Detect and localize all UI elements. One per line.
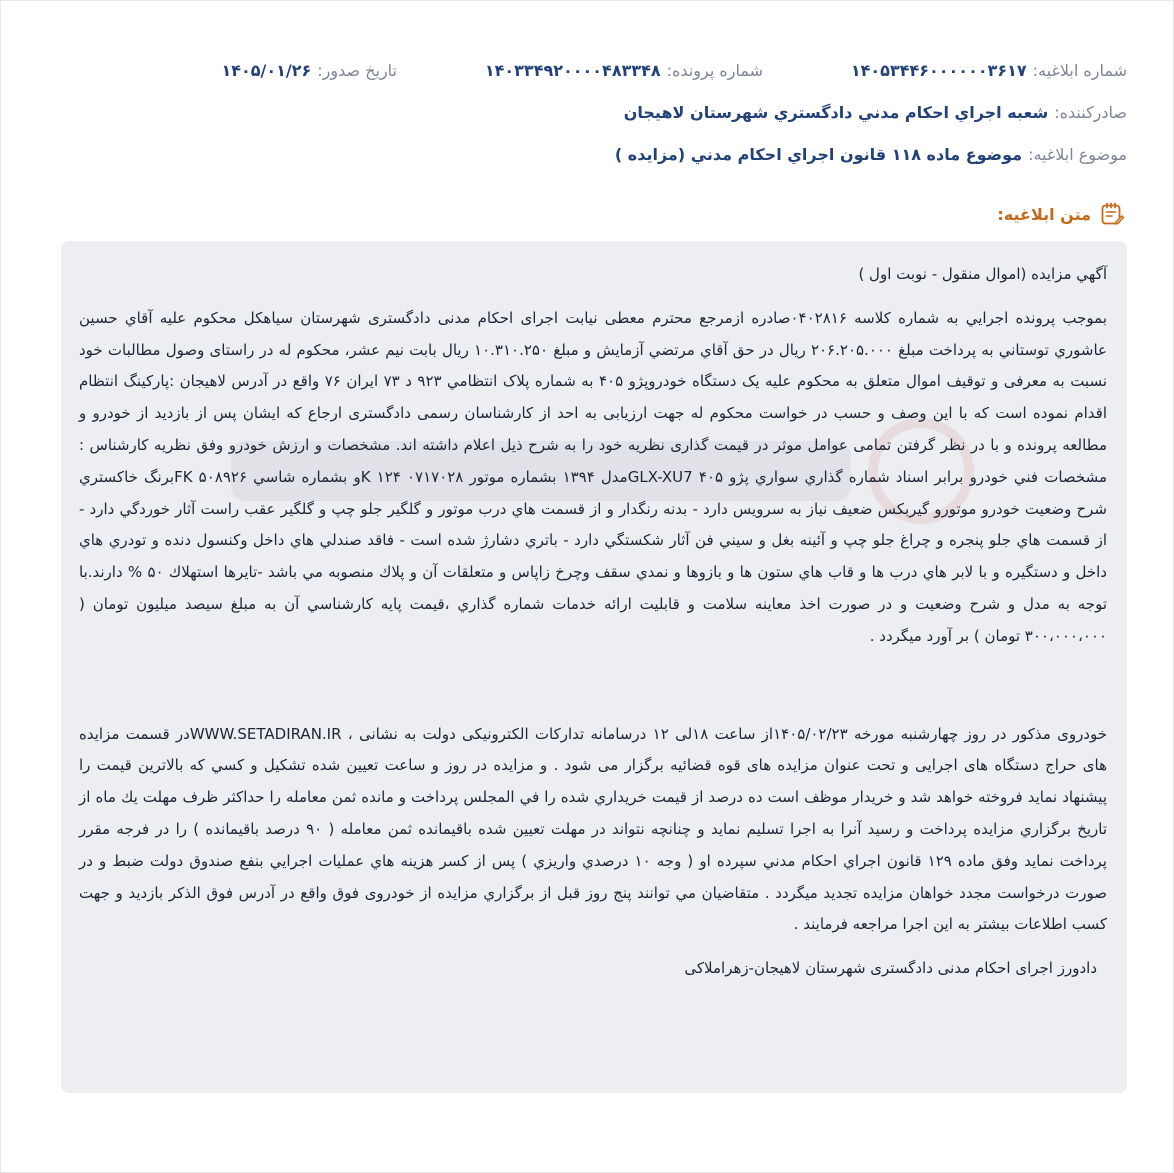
case-number: [485, 61, 763, 80]
issuer-row: [47, 99, 1127, 125]
notice-heading: آگهي مزايده (اموال منقول - نوبت اول ): [858, 265, 1107, 283]
subject-row: [47, 141, 1127, 167]
note-icon: [1099, 201, 1125, 227]
header-meta-row: [47, 57, 1127, 83]
notice-paragraph-1: بموجب پرونده اجرايي به شماره کلاسه ۰۴۰۲۸۱۶صادره ازمرجع محترم معطی نیابت اجرای احکام مدنی دادگستری شهرستان سیاهکل محکوم علیه آقاي حسين عاشوري توستاني به پرداخت مبلغ ۲۰۶.۲۰۵.۰۰۰ ريال در حق آقاي مرتضي آزمايش و مبلغ ۱۰.۳۱۰.۲۵۰ ريال بابت نيم عشر، محکوم له در راستای وصول مطالبات خود نسبت به معرفی و توقیف اموال متعلق به محکوم علیه یک دستگاه خودروپژو ۴۰۵ به شماره پلاک انتظامي ۹۲۳ د ۷۳ ایران ۷۶ واقع در آدرس لاهیجان :پارکینگ انتظام اقدام نموده است که با این وصف و حسب در خواست محکوم له جهت ارزیابی به احد از کارشناسان رسمی دادگستری ارجاع که ایشان پس از بازدید از خودرو و مطالعه پرونده و با در نظر گرفتن تمامی عوامل موثر در قیمت گذاری نظریه خود را به شرح ذیل اعلام داشته اند. مشخصات و ارزش خودرو وفق نظريه کارشناس : مشخصات فني خودرو برابر اسناد شماره گذاري سواري پژو ۴۰۵ GLX-XU7مدل ۱۳۹۴ بشماره موتور ۰۷۱۷۰۲۸ ۱۲۴ Kو بشماره شاسي ۵۰۸۹۲۶ FKبرنگ خاکستري شرح وضعيت خودرو موتورو گيربکس ضعيف نياز به سرويس دارد - بدنه رنگدار و از قسمت هاي درب موتور و گلگير جلو چپ و گلگير عقب راست آثار خوردگي دارد - از قسمت هاي جلو پنجره و چراغ جلو چپ و آئينه بغل و سيني فن آثار شکستگي دارد - باتري دشارژ شده است - فاقد صندلي هاي داخل وکنسول دنده و تودري هاي داخل و دستگيره و با لابر هاي درب ها و قاب هاي ستون ها و بازوها و نمدي سقف وچرخ زاپاس و متعلقات آن و پلاك منصوبه مي باشد -تايرها استهلاك ۵۰ % دارند.با توجه به مدل و شرح وضعيت و در صورت اخذ معاينه سلامت و قابليت ارائه خدمات شماره گذاري ،قيمت پايه كارشناسي آن به مبلغ سيصد ميليون تومان ( ۳۰۰،۰۰۰،۰۰۰ تومان ) بر آورد ميگردد .: [79, 308, 1108, 645]
issue-date-label: تاريخ صدور:: [317, 60, 397, 80]
issue-date-value: ۱۴۰۵/۰۱/۲۶: [221, 60, 312, 80]
notice-number-value: ۱۴۰۵۳۴۴۶۰۰۰۰۰۰۳۶۱۷: [850, 60, 1027, 80]
subject-label: موضوع ابلاغيه:: [1028, 144, 1127, 164]
issue-date: [221, 61, 397, 80]
subject-value: موضوع ماده ۱۱۸ قانون اجراي احکام مدني (مزايده ): [614, 144, 1023, 164]
notice-paragraph-2: خودروی مذکور در روز چهارشنبه مورخه ۱۴۰۵/۰۲/۲۳از ساعت ۱۸لی ۱۲ درسامانه تدارکات الکترونیکی دولت به نشانی ، WWW.SETADIRAN.IRدر قسمت مزایده های حراج دستگاه های اجرایی و تحت عنوان مزایده های قوه قضائیه برگزار می شود . و مزايده در روز و ساعت تعيين شده تشكيل و كسي كه بالاترين قيمت را پيشنهاد نمايد فروخته خواهد شد و خريدار موظف است ده درصد از قيمت خريداري شده را في المجلس پرداخت و مانده ثمن معامله را حداكثر ظرف مهلت يك ماه از تاريخ برگزاري مزايده پرداخت و رسيد آنرا به اجرا تسليم نمايد و چنانچه نتواند در مهلت تعيين شده باقيمانده ثمن معامله ( ۹۰ درصد باقيمانده ) را در فرجه مقرر پرداخت نمايد وفق ماده ۱۲۹ قانون اجراي احکام مدني سپرده او ( وجه ۱۰ درصدي واريزي ) پس از کسر هزينه هاي عمليات اجرايي بنفع صندوق دولت ضبط و در صورت درخواست مجدد خواهان مزايده تجديد ميگردد . متقاضيان مي توانند پنج روز قبل از برگزاري مزايده از خودروی فوق واقع در آدرس فوق الذکر بازدید و جهت کسب اطلاعات بیشتر به این اجرا مراجعه فرمایند .: [79, 724, 1108, 934]
issuer: [624, 103, 1127, 122]
case-number-value: ۱۴۰۳۳۴۹۲۰۰۰۰۴۸۳۳۴۸: [484, 60, 661, 80]
issuer-label: صادرکننده:: [1054, 102, 1127, 122]
notice-number: [851, 61, 1127, 80]
case-number-label: شماره پرونده:: [666, 60, 763, 80]
subject: [615, 145, 1127, 164]
notice-body-box: [61, 241, 1127, 1093]
notice-signature: دادورز اجرای احکام مدنی دادگستری شهرستان لاهیجان-زهراملاکی: [684, 959, 1097, 978]
section-title-text: متن ابلاغيه:: [997, 204, 1091, 224]
notice-number-label: شماره ابلاغيه:: [1032, 60, 1127, 80]
section-title: [997, 201, 1125, 227]
issuer-value: شعبه اجراي احکام مدني دادگستري شهرستان لاهيجان: [623, 102, 1049, 122]
